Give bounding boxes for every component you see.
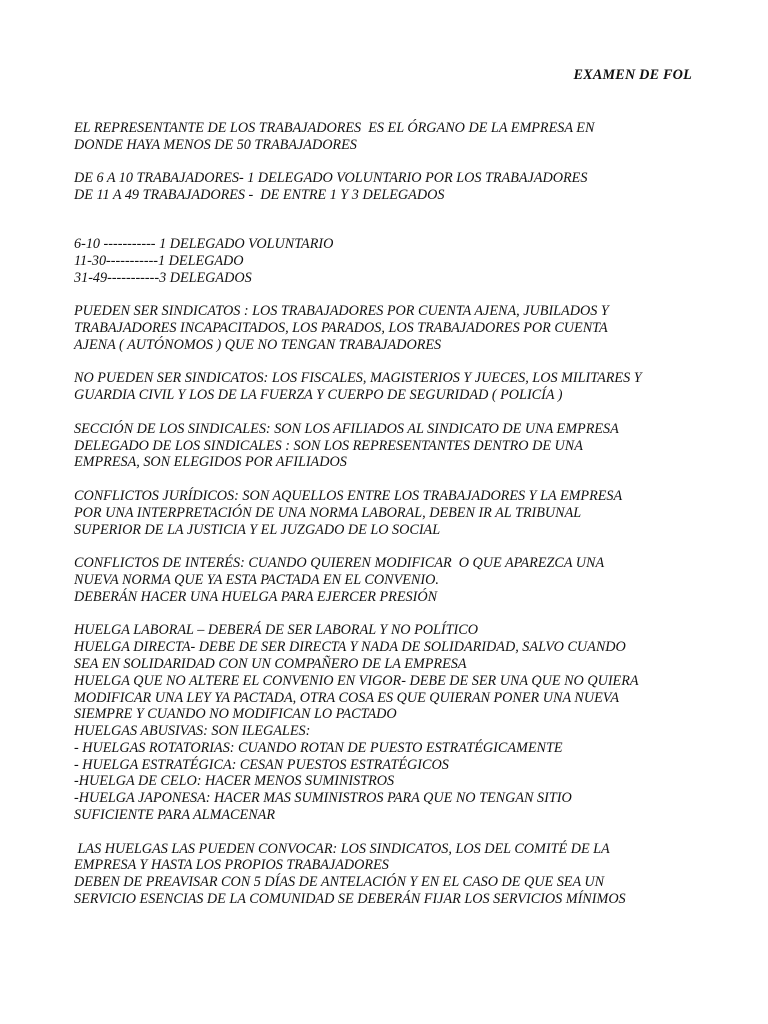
text-line: HUELGA LABORAL – DEBERÁ DE SER LABORAL Y NO POLÍTICO — [74, 622, 478, 639]
text-line: PUEDEN SER SINDICATOS : LOS TRABAJADORES POR CUENTA AJENA, JUBILADOS Y — [74, 303, 609, 320]
text-line: EMPRESA Y HASTA LOS PROPIOS TRABAJADORES — [74, 857, 389, 874]
text-line: DELEGADO DE LOS SINDICALES : SON LOS REPRESENTANTES DENTRO DE UNA — [74, 437, 583, 454]
paragraph-seccion-sindicales — [74, 421, 698, 471]
text-line: AJENA ( AUTÓNOMOS ) QUE NO TENGAN TRABAJADORES — [74, 336, 442, 353]
text-line: SUPERIOR DE LA JUSTICIA Y EL JUZGADO DE LO SOCIAL — [74, 521, 441, 538]
document-body — [74, 120, 698, 908]
text-line: CONFLICTOS DE INTERÉS: CUANDO QUIEREN MODIFICAR O QUE APAREZCA UNA — [74, 555, 605, 572]
paragraph-conflictos-interes — [74, 555, 698, 605]
text-line: DE 11 A 49 TRABAJADORES - DE ENTRE 1 Y 3 DELEGADOS — [74, 187, 445, 204]
paragraph-huelgas — [74, 622, 698, 824]
paragraph-no-pueden-ser-sindicatos — [74, 370, 698, 404]
document-title: EXAMEN DE FOL — [573, 67, 692, 83]
text-line: NO PUEDEN SER SINDICATOS: LOS FISCALES, MAGISTERIOS Y JUECES, LOS MILITARES Y — [74, 370, 642, 387]
text-line: 11-30-----------1 DELEGADO — [74, 252, 244, 269]
text-line: GUARDIA CIVIL Y LOS DE LA FUERZA Y CUERPO DE SEGURIDAD ( POLICÍA ) — [74, 387, 563, 404]
paragraph-delegados-rango — [74, 170, 698, 204]
text-line: -HUELGA DE CELO: HACER MENOS SUMINISTROS — [74, 773, 395, 790]
text-line: NUEVA NORMA QUE YA ESTA PACTADA EN EL CONVENIO. — [74, 571, 439, 588]
paragraph-delegados-tabla — [74, 236, 698, 286]
text-line: DE 6 A 10 TRABAJADORES- 1 DELEGADO VOLUNTARIO POR LOS TRABAJADORES — [74, 170, 588, 187]
text-line: SIEMPRE Y CUANDO NO MODIFICAN LO PACTADO — [74, 706, 397, 723]
text-line: SECCIÓN DE LOS SINDICALES: SON LOS AFILIADOS AL SINDICATO DE UNA EMPRESA — [74, 420, 619, 437]
text-line: DONDE HAYA MENOS DE 50 TRABAJADORES — [74, 136, 357, 153]
text-line: - HUELGAS ROTATORIAS: CUANDO ROTAN DE PUESTO ESTRATÉGICAMENTE — [74, 739, 563, 756]
paragraph-conflictos-juridicos — [74, 488, 698, 538]
paragraph-convocatoria-huelgas — [74, 841, 698, 908]
text-line: HUELGA QUE NO ALTERE EL CONVENIO EN VIGOR- DEBE DE SER UNA QUE NO QUIERA — [74, 672, 639, 689]
text-line: 31-49-----------3 DELEGADOS — [74, 269, 252, 286]
text-line: HUELGAS ABUSIVAS: SON ILEGALES: — [74, 723, 311, 740]
text-line: 6-10 ----------- 1 DELEGADO VOLUNTARIO — [74, 235, 334, 252]
text-line: TRABAJADORES INCAPACITADOS, LOS PARADOS, LOS TRABAJADORES POR CUENTA — [74, 319, 608, 336]
text-line: MODIFICAR UNA LEY YA PACTADA, OTRA COSA ES QUE QUIERAN PONER UNA NUEVA — [74, 689, 620, 706]
text-line: CONFLICTOS JURÍDICOS: SON AQUELLOS ENTRE LOS TRABAJADORES Y LA EMPRESA — [74, 487, 623, 504]
text-line: EL REPRESENTANTE DE LOS TRABAJADORES ES EL ÓRGANO DE LA EMPRESA EN — [74, 120, 595, 136]
paragraph-representante — [74, 120, 698, 154]
text-line: SERVICIO ESENCIAS DE LA COMUNIDAD SE DEBERÁN FIJAR LOS SERVICIOS MÍNIMOS — [74, 891, 626, 908]
text-line: -HUELGA JAPONESA: HACER MAS SUMINISTROS PARA QUE NO TENGAN SITIO — [74, 790, 572, 807]
text-line: - HUELGA ESTRATÉGICA: CESAN PUESTOS ESTRATÉGICOS — [74, 756, 449, 773]
paragraph-pueden-ser-sindicatos — [74, 303, 698, 353]
text-line: SEA EN SOLIDARIDAD CON UN COMPAÑERO DE LA EMPRESA — [74, 655, 467, 672]
text-line: EMPRESA, SON ELEGIDOS POR AFILIADOS — [74, 454, 347, 471]
text-line: SUFICIENTE PARA ALMACENAR — [74, 807, 275, 824]
text-line: POR UNA INTERPRETACIÓN DE UNA NORMA LABORAL, DEBEN IR AL TRIBUNAL — [74, 504, 582, 521]
text-line: DEBERÁN HACER UNA HUELGA PARA EJERCER PRESIÓN — [74, 588, 438, 605]
text-line: DEBEN DE PREAVISAR CON 5 DÍAS DE ANTELACIÓN Y EN EL CASO DE QUE SEA UN — [74, 874, 605, 891]
text-line: LAS HUELGAS LAS PUEDEN CONVOCAR: LOS SINDICATOS, LOS DEL COMITÉ DE LA — [74, 840, 610, 857]
text-line: HUELGA DIRECTA- DEBE DE SER DIRECTA Y NADA DE SOLIDARIDAD, SALVO CUANDO — [74, 639, 626, 656]
